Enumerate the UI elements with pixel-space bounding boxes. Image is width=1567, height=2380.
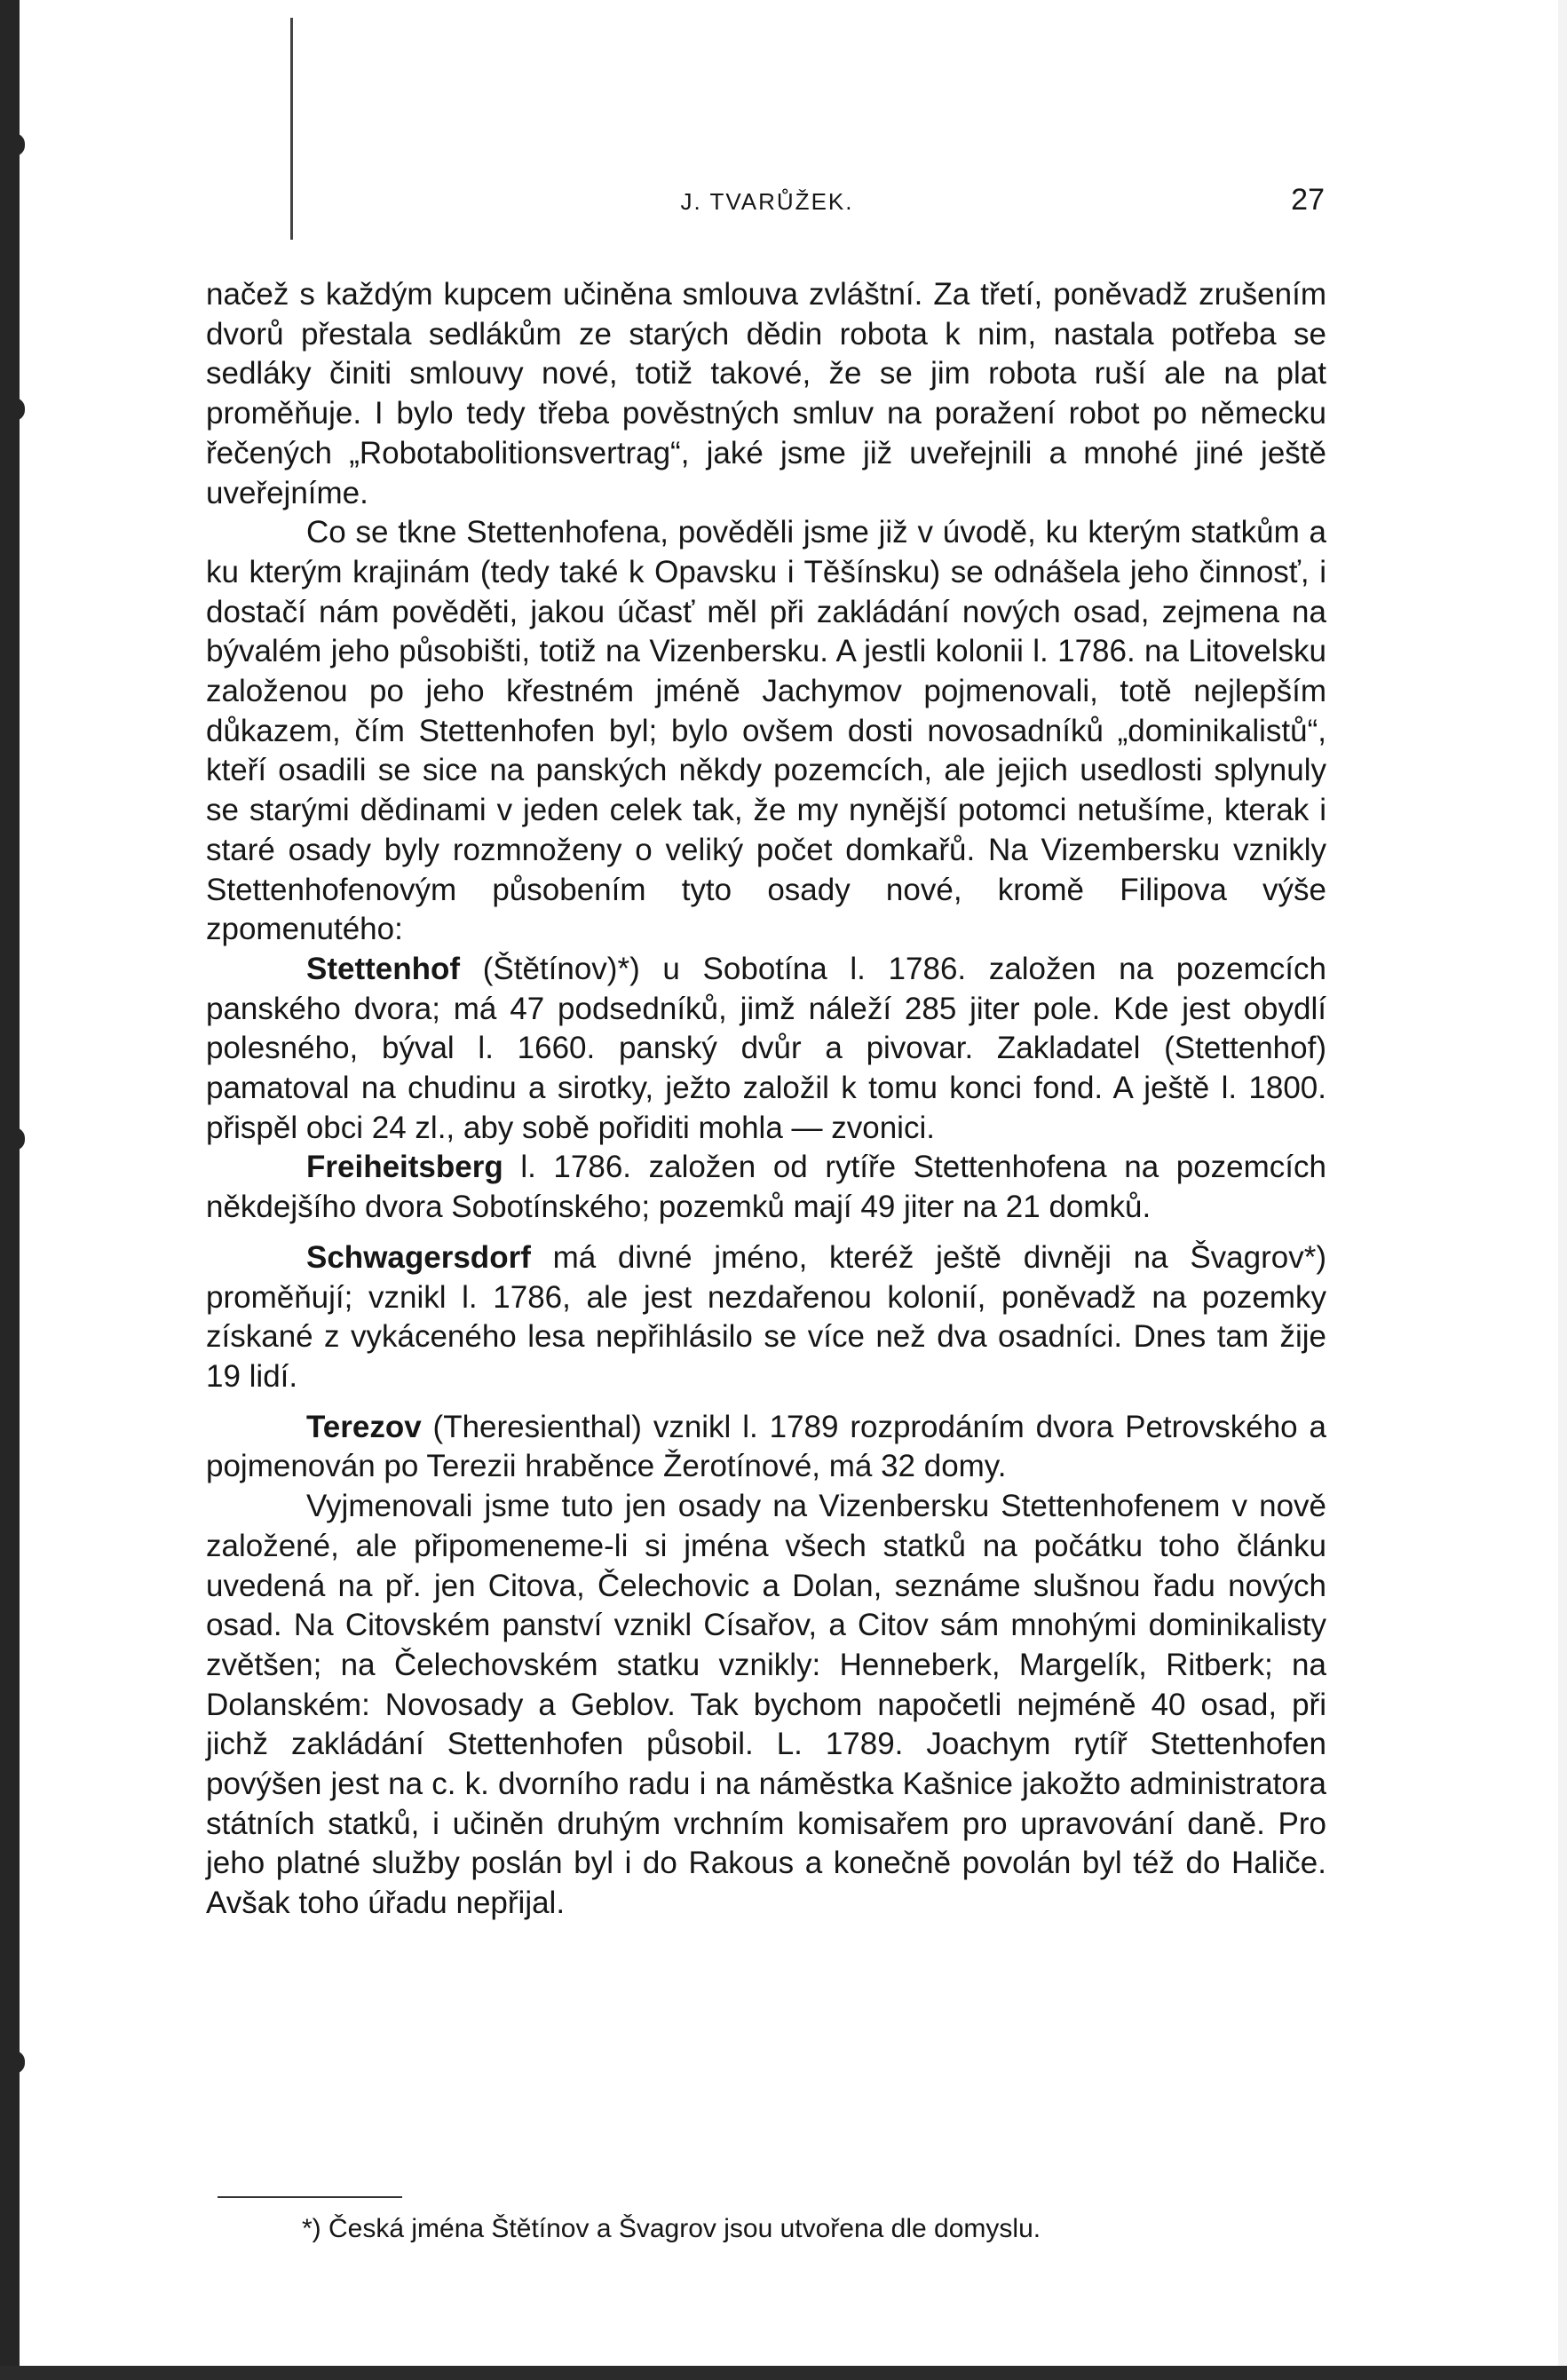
- paragraph-settlement: [206, 1408, 1326, 1487]
- page-number: 27: [1291, 183, 1325, 217]
- body-text: [206, 275, 1326, 1924]
- running-head: J. TVARŮŽEK.: [680, 188, 854, 215]
- paragraph-text: Co se tkne Stettenhofena, pověděli jsme již v úvodě, ku kterým statkům a ku kterým krajinám (tedy také k Opavsku i Těšínsku) se odnášela jeho činnosť, i dostačí nám pověděti, jakou účasť měl při zakládání nových osad, zejmena na bývalém jeho působišti, totiž na Vizenbersku. A jestli kolonii l. 1786. na Litovelsku založenou po jeho křestném jméně Jachymov pojmenovali, totě nejlepším důkazem, čím Stettenhofen byl; bylo ovšem dosti novosadníků „dominikalistů“, kteří osadili se sice na panských někdy pozemcích, ale jejich usedlosti splynuly se starými dědinami v jeden celek tak, že my nynější potomci netušíme, kterak i staré osady byly rozmnoženy o veliký počet domkařů. Na Vizembersku vznikly Stettenhofenovým působením tyto osady nové, kromě Filipova výše zpomenutého:: [206, 515, 1326, 947]
- settlement-name: Terezov: [306, 1409, 422, 1444]
- scan-edge-mark: [0, 133, 25, 156]
- paragraph-settlement: [206, 1238, 1326, 1397]
- paragraph-text: (Theresienthal) vznikl l. 1789 rozprodáním dvora Petrovského a pojmenován po Terezii hraběnce Žerotínové, má 32 domy.: [206, 1409, 1326, 1484]
- paragraph-text: l. 1786. založen od rytíře Stettenhofena na pozemcích někdejšího dvora Sobotínského; pozemků mají 49 jiter na 21 domků.: [206, 1150, 1326, 1225]
- scan-edge-left: [0, 0, 20, 2380]
- settlement-name: Freiheitsberg: [306, 1150, 503, 1185]
- settlement-name: Schwagersdorf: [306, 1239, 531, 1275]
- paragraph: [206, 1487, 1326, 1924]
- settlement-name: Stettenhof: [306, 951, 461, 986]
- paragraph-settlement: [206, 950, 1326, 1149]
- paragraph-settlement: [206, 1148, 1326, 1227]
- scan-edge-mark: [0, 2051, 25, 2074]
- paragraph: [206, 513, 1326, 950]
- paragraph: [206, 275, 1326, 513]
- scan-edge-right: [1558, 0, 1567, 2380]
- paragraph-text: má divné jméno, kteréž ještě divněji na Švagrov*) proměňují; vznikl l. 1786, ale jest nezdařenou kolonií, poněvadž na pozemky získané z vykáceného lesa nepřihlásilo se více než dva osadníci. Dnes tam žije 19 lidí.: [206, 1239, 1326, 1394]
- footnote: *) Česká jména Štětínov a Švagrov jsou utvořena dle domyslu.: [302, 2214, 1041, 2243]
- paragraph-text: načež s každým kupcem učiněna smlouva zvláštní. Za třetí, poněvadž zrušením dvorů přestala sedlákům ze starých dědin robota k nim, nastala potřeba se sedláky činiti smlouvy nové, totiž takové, že se jim robota ruší ale na plat proměňuje. I bylo tedy třeba pověstných smluv na poražení robot po německu řečených „Robotabolitionsvertrag“, jaké jsme již uveřejnili a mnohé jiné ještě uveřejníme.: [206, 277, 1326, 510]
- page-header: [210, 181, 1325, 220]
- footnote-rule: [218, 2196, 402, 2198]
- scan-edge-bottom: [0, 2366, 1567, 2380]
- scan-edge-mark: [0, 398, 25, 421]
- paragraph-text: Vyjmenovali jsme tuto jen osady na Vizenbersku Stettenhofenem v nově založené, ale připomeneme-li si jména všech statků na počátku toho článku uvedená na př. jen Citova, Čelechovic a Dolan, seznáme slušnou řadu nových osad. Na Citovském panství vznikl Císařov, a Citov sám mnohými dominikalisty zvětšen; na Čelechovském statku vznikly: Henneberk, Margelík, Ritberk; na Dolanském: Novosady a Geblov. Tak bychom napočetli nejméně 40 osad, při jichž zakládání Stettenhofen působil. L. 1789. Joachym rytíř Stettenhofen povýšen jest na c. k. dvorního radu i na náměstka Kašnice jakožto administratora státních statků, i učiněn druhým vrchním komisařem pro upravování daně. Pro jeho platné služby poslán byl i do Rakous a konečně povolán byl též do Haliče. Avšak toho úřadu nepřijal.: [206, 1489, 1326, 1921]
- scan-edge-mark: [0, 1127, 25, 1150]
- paragraph-text: (Štětínov)*) u Sobotína l. 1786. založen na pozemcích panského dvora; má 47 podsedníků, jimž náleží 285 jiter pole. Kde jest obydlí polesného, býval l. 1660. panský dvůr a pivovar. Zakladatel (Stettenhof) pamatoval na chudinu a sirotky, ježto založil k tomu konci fond. A ještě l. 1800. přispěl obci 24 zl., aby sobě pořiditi mohla — zvonici.: [206, 951, 1326, 1145]
